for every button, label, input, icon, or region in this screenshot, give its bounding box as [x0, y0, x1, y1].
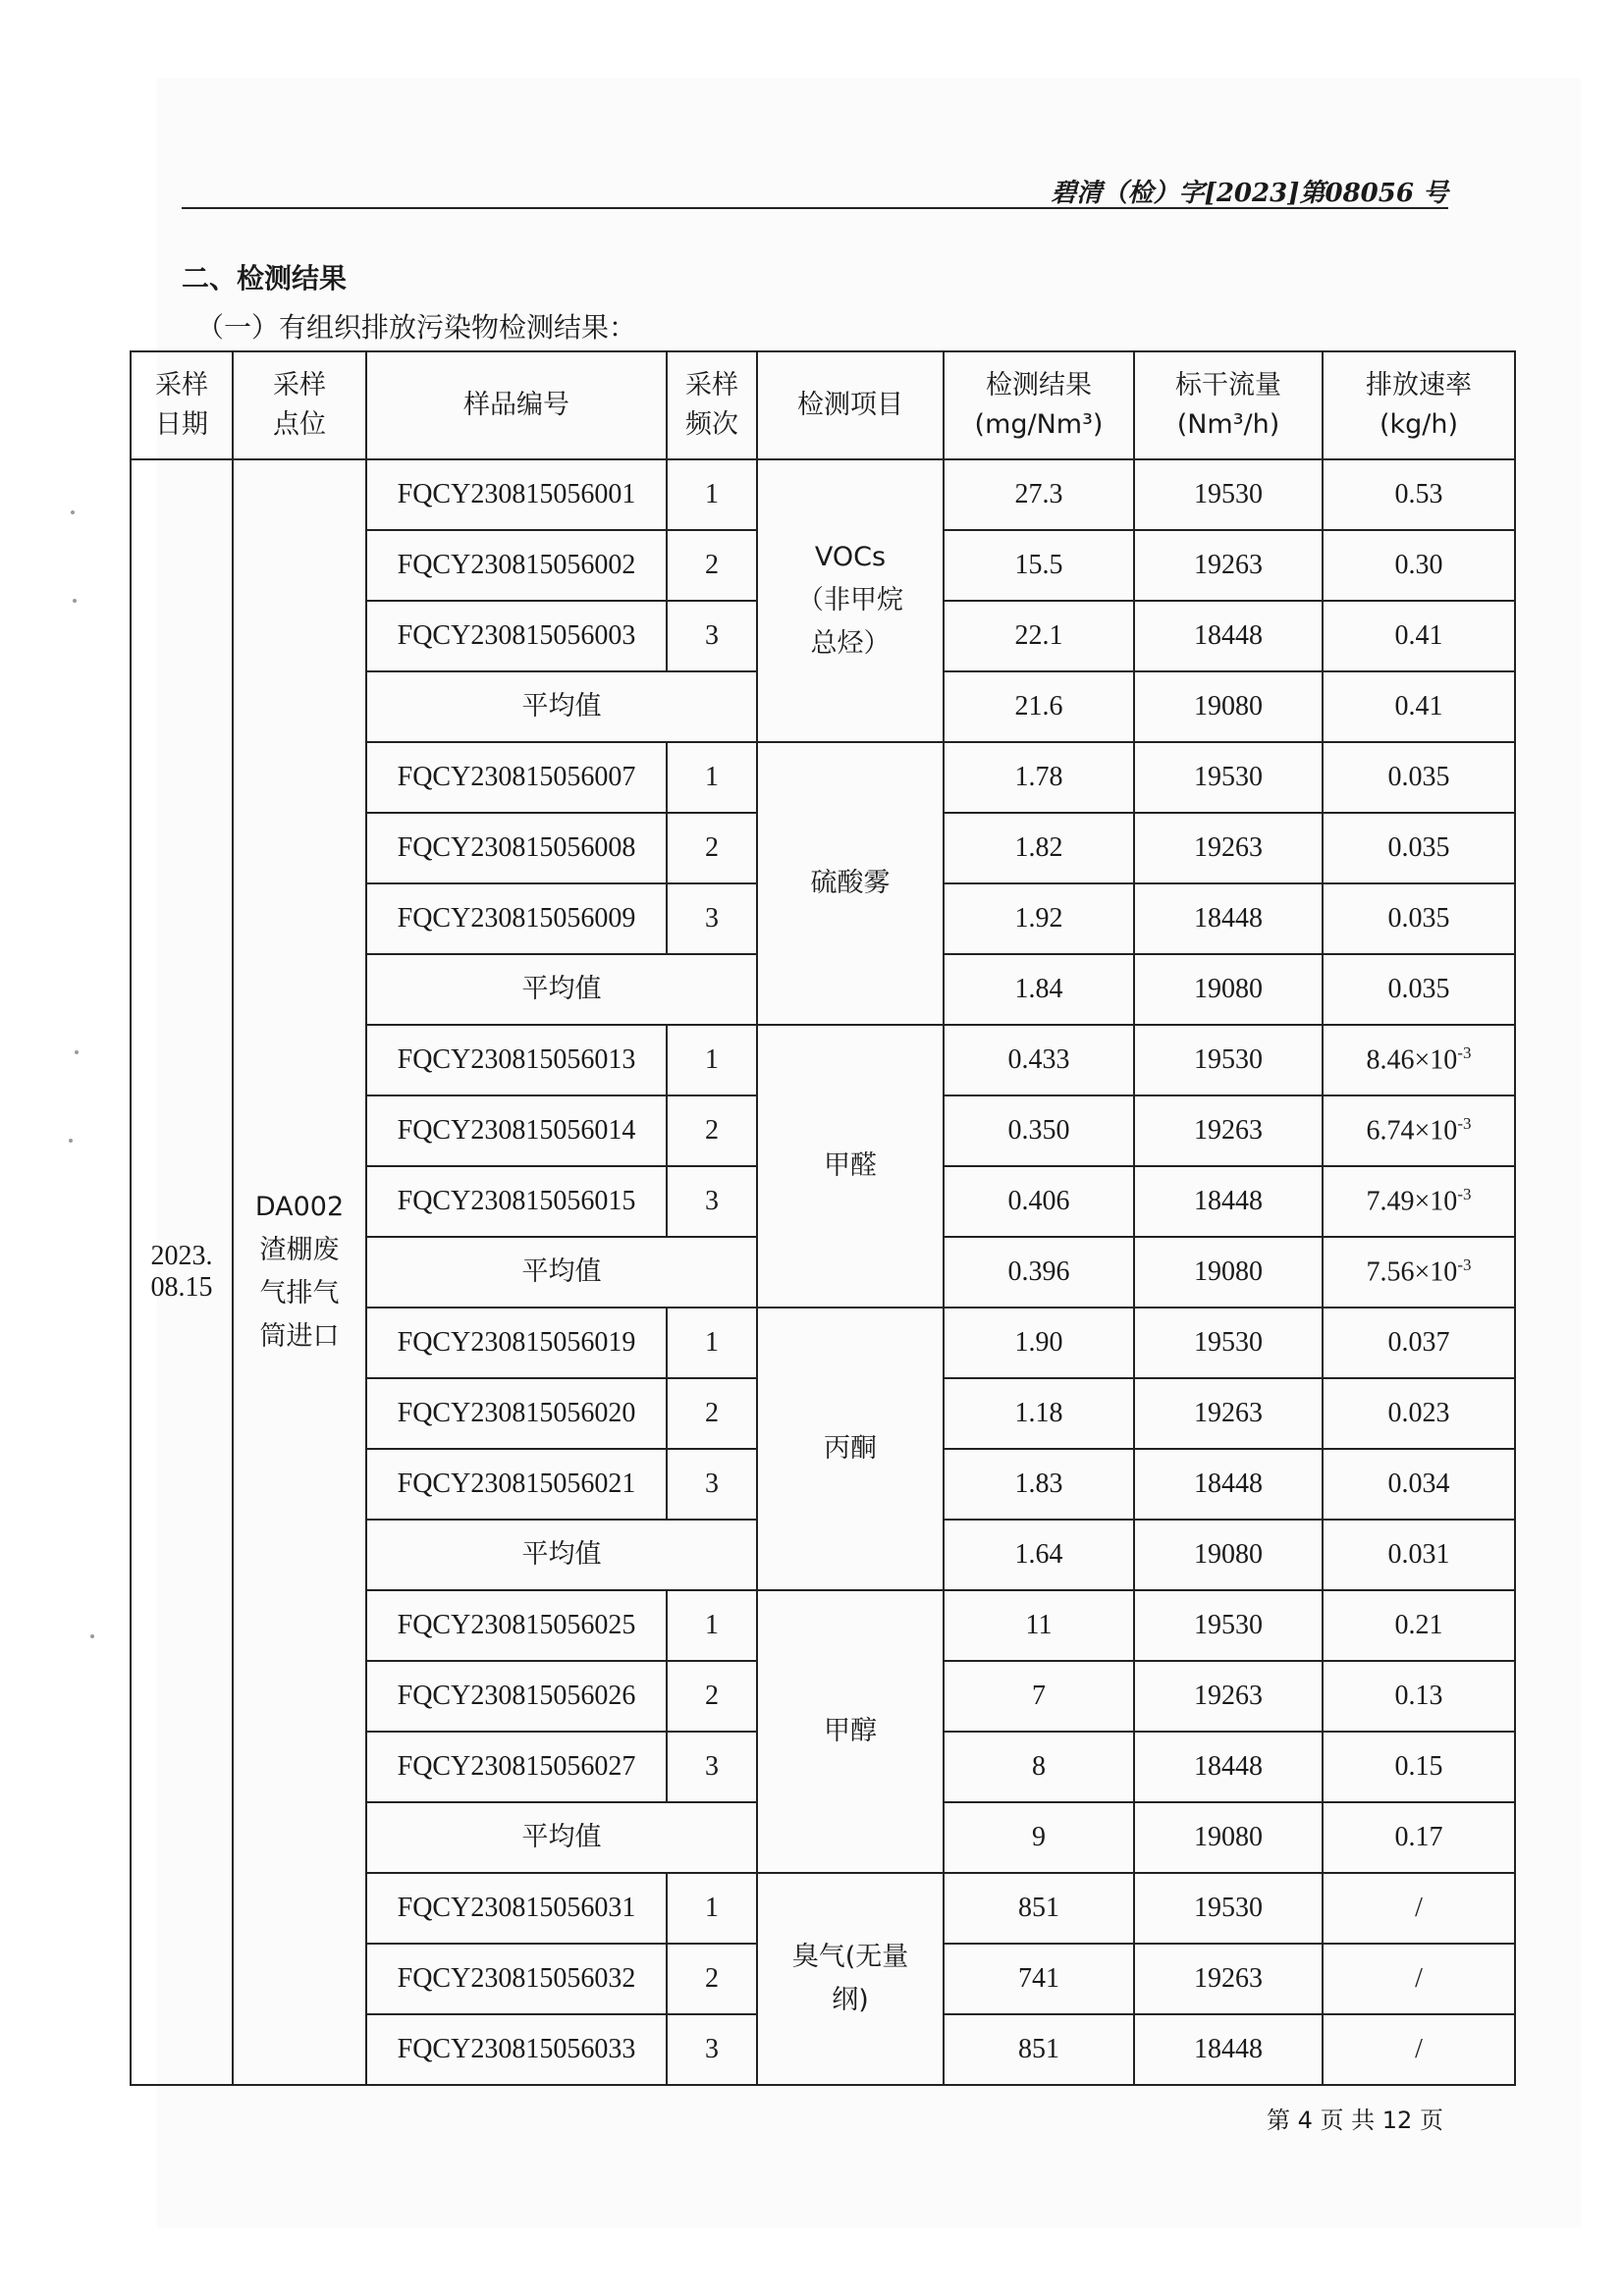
header-test-item: 检测项目: [757, 351, 944, 459]
average-label-cell: 平均值: [366, 954, 757, 1025]
emission-rate-cell: 0.53: [1323, 459, 1515, 530]
test-result-cell: 7: [944, 1661, 1134, 1732]
standard-flow-cell: 19263: [1134, 813, 1323, 883]
sample-frequency-cell: 3: [667, 2014, 757, 2085]
standard-flow-cell: 19080: [1134, 954, 1323, 1025]
test-item-cell: 硫酸雾: [757, 742, 944, 1025]
header-emission-rate: 排放速率 (kg/h): [1323, 351, 1515, 459]
test-result-cell: 15.5: [944, 530, 1134, 601]
test-result-cell: 9: [944, 1802, 1134, 1873]
emission-rate-cell: $7.56\times 10^{-3}$: [1323, 1237, 1515, 1308]
test-result-cell: 1.64: [944, 1520, 1134, 1590]
sample-frequency-cell: 1: [667, 1025, 757, 1095]
test-result-cell: 1.82: [944, 813, 1134, 883]
sample-id-cell: FQCY230815056015: [366, 1166, 667, 1237]
sample-frequency-cell: 1: [667, 459, 757, 530]
test-item-cell: 甲醛: [757, 1025, 944, 1308]
emission-rate-cell: 0.21: [1323, 1590, 1515, 1661]
standard-flow-cell: 19263: [1134, 530, 1323, 601]
test-result-cell: 27.3: [944, 459, 1134, 530]
test-item-cell: 臭气(无量 纲): [757, 1873, 944, 2085]
standard-flow-cell: 18448: [1134, 883, 1323, 954]
standard-flow-cell: 19263: [1134, 1944, 1323, 2014]
sample-id-cell: FQCY230815056013: [366, 1025, 667, 1095]
sample-id-cell: FQCY230815056031: [366, 1873, 667, 1944]
sample-id-cell: FQCY230815056003: [366, 601, 667, 671]
sample-frequency-cell: 2: [667, 1944, 757, 2014]
sample-frequency-cell: 3: [667, 883, 757, 954]
test-result-cell: 1.83: [944, 1449, 1134, 1520]
sample-point-cell: DA002 渣棚废 气排气 筒进口: [233, 459, 366, 2085]
header-sample-point: 采样 点位: [233, 351, 366, 459]
standard-flow-cell: 18448: [1134, 2014, 1323, 2085]
rate-exponent: -3: [1457, 1185, 1472, 1204]
test-result-cell: 1.78: [944, 742, 1134, 813]
standard-flow-cell: 19263: [1134, 1661, 1323, 1732]
test-result-cell: 1.90: [944, 1308, 1134, 1378]
emission-rate-cell: 0.035: [1323, 742, 1515, 813]
sample-id-cell: FQCY230815056026: [366, 1661, 667, 1732]
sample-frequency-cell: 1: [667, 1308, 757, 1378]
test-result-cell: 0.396: [944, 1237, 1134, 1308]
emission-rate-cell: 0.037: [1323, 1308, 1515, 1378]
sample-id-cell: FQCY230815056033: [366, 2014, 667, 2085]
results-table-body: [131, 459, 1515, 2085]
sample-id-cell: FQCY230815056027: [366, 1732, 667, 1802]
emission-rate-cell: 0.15: [1323, 1732, 1515, 1802]
emission-rate-cell: 0.034: [1323, 1449, 1515, 1520]
test-result-cell: 1.18: [944, 1378, 1134, 1449]
emission-rate-cell: 0.035: [1323, 883, 1515, 954]
standard-flow-cell: 18448: [1134, 601, 1323, 671]
sample-id-cell: FQCY230815056001: [366, 459, 667, 530]
emission-rate-cell: $7.49\times 10^{-3}$: [1323, 1166, 1515, 1237]
standard-flow-cell: 18448: [1134, 1732, 1323, 1802]
standard-flow-cell: 19080: [1134, 1237, 1323, 1308]
test-item-cell: VOCs （非甲烷 总烃）: [757, 459, 944, 742]
emission-rate-cell: $8.46\times 10^{-3}$: [1323, 1025, 1515, 1095]
sample-id-cell: FQCY230815056008: [366, 813, 667, 883]
scan-speck: [90, 1634, 94, 1638]
header-standard-flow: 标干流量 (Nm³/h): [1134, 351, 1323, 459]
subsection-title: （一）有组织排放污染物检测结果：: [196, 311, 637, 344]
test-result-cell: 741: [944, 1944, 1134, 2014]
table-row: [131, 459, 1515, 530]
standard-flow-cell: 19530: [1134, 1308, 1323, 1378]
emission-rate-cell: 0.035: [1323, 954, 1515, 1025]
sample-frequency-cell: 2: [667, 813, 757, 883]
sample-frequency-cell: 3: [667, 1449, 757, 1520]
emission-rate-cell: /: [1323, 2014, 1515, 2085]
rate-exponent: -3: [1457, 1043, 1472, 1063]
scan-speck: [69, 1139, 73, 1143]
emission-rate-cell: 0.035: [1323, 813, 1515, 883]
sample-frequency-cell: 3: [667, 1166, 757, 1237]
sample-id-cell: FQCY230815056025: [366, 1590, 667, 1661]
test-result-cell: 0.350: [944, 1095, 1134, 1166]
scan-speck: [73, 599, 77, 603]
test-result-cell: 22.1: [944, 601, 1134, 671]
average-label-cell: 平均值: [366, 1520, 757, 1590]
test-result-cell: 21.6: [944, 671, 1134, 742]
standard-flow-cell: 19263: [1134, 1095, 1323, 1166]
header-divider: [182, 207, 1448, 209]
average-label-cell: 平均值: [366, 1237, 757, 1308]
emission-rate-cell: 0.30: [1323, 530, 1515, 601]
sample-id-cell: FQCY230815056032: [366, 1944, 667, 2014]
sample-frequency-cell: 2: [667, 1661, 757, 1732]
average-label-cell: 平均值: [366, 671, 757, 742]
test-item-cell: 丙酮: [757, 1308, 944, 1590]
standard-flow-cell: 19530: [1134, 742, 1323, 813]
test-item-cell: 甲醇: [757, 1590, 944, 1873]
emission-rate-cell: /: [1323, 1944, 1515, 2014]
sample-date-cell: 2023. 08.15: [131, 459, 233, 2085]
standard-flow-cell: 19530: [1134, 459, 1323, 530]
average-label-cell: 平均值: [366, 1802, 757, 1873]
sample-id-cell: FQCY230815056021: [366, 1449, 667, 1520]
emission-rate-cell: 0.17: [1323, 1802, 1515, 1873]
page-footer: 第 4 页 共 12 页: [1267, 2107, 1443, 2134]
report-number: 碧清（检）字[2023]第08056 号: [1051, 179, 1448, 208]
header-sample-frequency: 采样 频次: [667, 351, 757, 459]
sample-frequency-cell: 2: [667, 1378, 757, 1449]
scan-speck: [71, 510, 75, 514]
rate-exponent: -3: [1457, 1114, 1472, 1134]
results-table: [130, 350, 1516, 2086]
test-result-cell: 851: [944, 2014, 1134, 2085]
standard-flow-cell: 19530: [1134, 1873, 1323, 1944]
standard-flow-cell: 19263: [1134, 1378, 1323, 1449]
test-result-cell: 0.406: [944, 1166, 1134, 1237]
test-result-cell: 8: [944, 1732, 1134, 1802]
emission-rate-cell: /: [1323, 1873, 1515, 1944]
standard-flow-cell: 19080: [1134, 671, 1323, 742]
test-result-cell: 851: [944, 1873, 1134, 1944]
scan-speck: [75, 1050, 79, 1054]
rate-exponent: -3: [1457, 1255, 1472, 1275]
emission-rate-cell: 0.023: [1323, 1378, 1515, 1449]
header-test-result: 检测结果 (mg/Nm³): [944, 351, 1134, 459]
standard-flow-cell: 19530: [1134, 1025, 1323, 1095]
standard-flow-cell: 18448: [1134, 1166, 1323, 1237]
test-result-cell: 11: [944, 1590, 1134, 1661]
header-sample-date: 采样 日期: [131, 351, 233, 459]
sample-frequency-cell: 1: [667, 1590, 757, 1661]
sample-id-cell: FQCY230815056014: [366, 1095, 667, 1166]
emission-rate-cell: 0.031: [1323, 1520, 1515, 1590]
sample-id-cell: FQCY230815056007: [366, 742, 667, 813]
emission-rate-cell: 0.41: [1323, 671, 1515, 742]
standard-flow-cell: 18448: [1134, 1449, 1323, 1520]
sample-id-cell: FQCY230815056009: [366, 883, 667, 954]
emission-rate-cell: $6.74\times 10^{-3}$: [1323, 1095, 1515, 1166]
emission-rate-cell: 0.13: [1323, 1661, 1515, 1732]
standard-flow-cell: 19080: [1134, 1802, 1323, 1873]
emission-rate-cell: 0.41: [1323, 601, 1515, 671]
sample-id-cell: FQCY230815056002: [366, 530, 667, 601]
section-title: 二、检测结果: [182, 262, 348, 294]
sample-frequency-cell: 2: [667, 1095, 757, 1166]
test-result-cell: 1.92: [944, 883, 1134, 954]
sample-id-cell: FQCY230815056020: [366, 1378, 667, 1449]
sample-id-cell: FQCY230815056019: [366, 1308, 667, 1378]
test-result-cell: 0.433: [944, 1025, 1134, 1095]
sample-frequency-cell: 1: [667, 742, 757, 813]
standard-flow-cell: 19530: [1134, 1590, 1323, 1661]
sample-frequency-cell: 3: [667, 601, 757, 671]
sample-frequency-cell: 3: [667, 1732, 757, 1802]
header-sample-id: 样品编号: [366, 351, 667, 459]
standard-flow-cell: 19080: [1134, 1520, 1323, 1590]
test-result-cell: 1.84: [944, 954, 1134, 1025]
sample-frequency-cell: 1: [667, 1873, 757, 1944]
sample-frequency-cell: 2: [667, 530, 757, 601]
table-header-row: [131, 351, 1515, 459]
